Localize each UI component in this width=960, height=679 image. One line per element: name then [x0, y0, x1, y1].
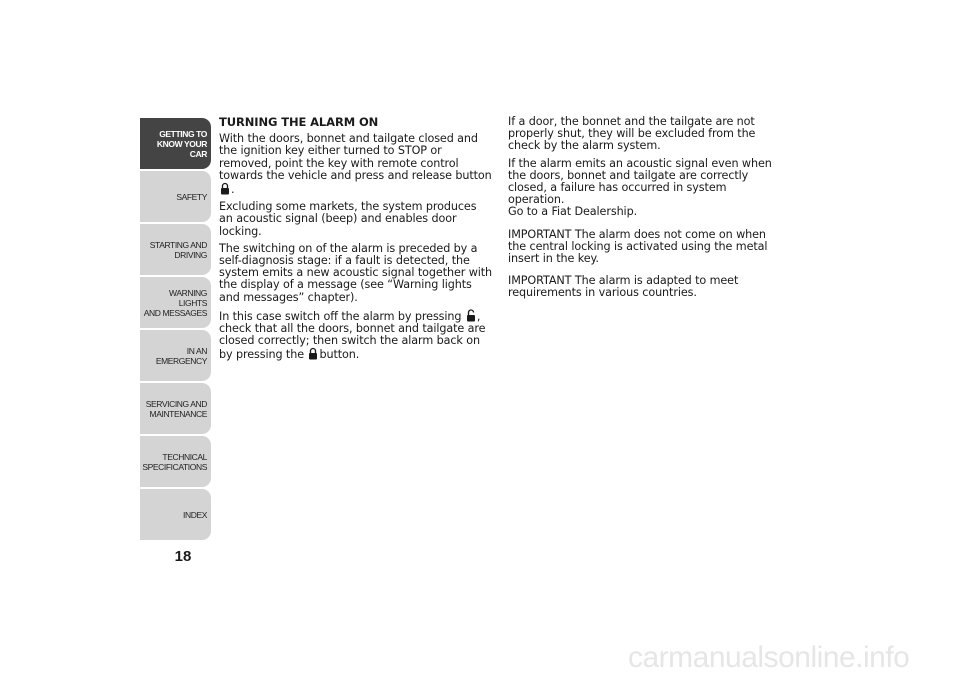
paragraph-text: . — [231, 183, 235, 197]
tab-in-an-emergency[interactable] — [140, 330, 211, 381]
paragraph: Go to a Fiat Dealership. — [508, 205, 638, 219]
left-column — [219, 116, 493, 367]
tab-label: GETTING TO KNOW YOUR CAR — [156, 128, 207, 159]
tab-label: INDEX — [183, 509, 207, 520]
tab-warning-lights-and-messages[interactable] — [140, 277, 211, 328]
tab-label: IN AN EMERGENCY — [155, 345, 207, 366]
tab-label: SAFETY — [176, 191, 207, 202]
tab-getting-to-know-your-car[interactable] — [140, 118, 211, 169]
padlock-closed-icon — [220, 182, 230, 195]
right-column — [508, 116, 784, 305]
paragraph: IMPORTANT The alarm does not come on when the central locking is activated using the metal insert in the key. — [508, 227, 768, 266]
paragraph: If the alarm emits an acoustic signal even when the doors, bonnet and tailgate are correctly closed, a failure has occurred in system operation. — [508, 156, 772, 207]
section-heading: TURNING THE ALARM ON — [219, 115, 379, 129]
watermark: carmanualsonline.info — [628, 641, 910, 674]
paragraph — [219, 309, 493, 362]
tab-starting-and-driving[interactable] — [140, 224, 211, 275]
paragraph-text: With the doors, bonnet and tailgate closed and the ignition key either turned to STOP or removed, point the key with remote control towards the vehicle and press and release button — [219, 132, 492, 182]
paragraph-text: button. — [319, 348, 360, 362]
paragraph: The switching on of the alarm is preceded by a self-diagnosis stage: if a fault is detected, the system emits a new acoustic signal together with the display of a message (see “Warning lights and messages” chapter). — [219, 241, 493, 304]
tab-label: STARTING AND DRIVING — [149, 239, 207, 260]
tab-index[interactable] — [140, 489, 211, 540]
paragraph: If a door, the bonnet and the tailgate are not properly shut, they will be excluded from the check by the alarm system. — [508, 115, 756, 153]
tab-label: WARNING LIGHTS AND MESSAGES — [143, 287, 207, 318]
tab-label: TECHNICAL SPECIFICATIONS — [142, 451, 207, 472]
padlock-open-icon — [466, 309, 476, 322]
tab-label: SERVICING AND MAINTENANCE — [145, 398, 207, 419]
tab-safety[interactable] — [140, 171, 211, 222]
padlock-closed-icon — [308, 347, 318, 360]
tab-technical-specifications[interactable] — [140, 436, 211, 487]
paragraph: IMPORTANT The alarm is adapted to meet requirements in various countries. — [508, 274, 739, 300]
tab-servicing-and-maintenance[interactable] — [140, 383, 211, 434]
page-number: 18 — [174, 548, 192, 565]
paragraph-text: , check that all the doors, bonnet and tailgate are closed correctly; then switch the alarm back on by pressing the — [219, 309, 486, 362]
paragraph: Excluding some markets, the system produces an acoustic signal (beep) and enables door locking. — [219, 200, 477, 238]
paragraph — [219, 133, 493, 196]
paragraph-text: In this case switch off the alarm by pressing — [219, 309, 462, 323]
